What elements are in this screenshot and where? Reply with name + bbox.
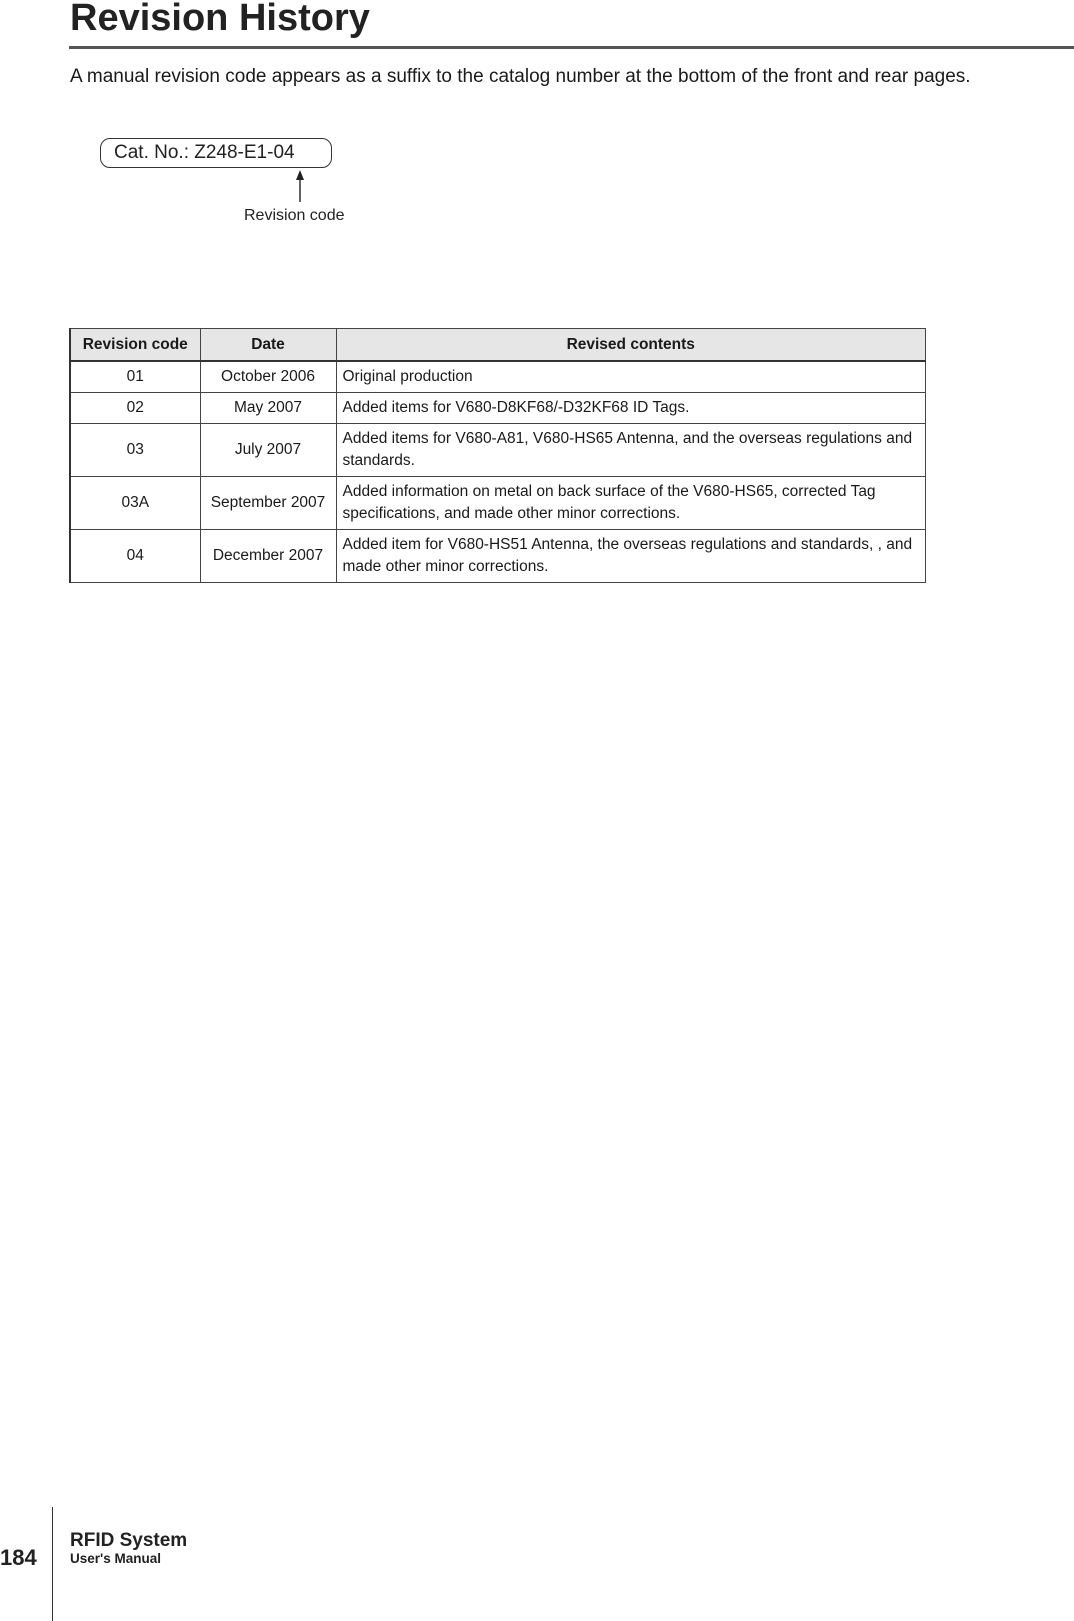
cell-date: December 2007	[200, 530, 336, 583]
cell-revision-code: 02	[70, 393, 200, 424]
table-header-row	[70, 329, 926, 362]
cell-revision-code: 01	[70, 361, 200, 393]
cell-revised-contents: Original production	[336, 361, 926, 393]
header-date: Date	[200, 329, 336, 362]
footer-manual-title: RFID System	[70, 1530, 188, 1551]
table-row	[70, 361, 926, 393]
page-number: 184	[0, 1545, 37, 1570]
table-row	[70, 530, 926, 583]
header-revised-contents: Revised contents	[336, 329, 926, 362]
header-revision-code: Revision code	[70, 329, 200, 362]
cell-revised-contents: Added items for V680-D8KF68/-D32KF68 ID Tags.	[336, 393, 926, 424]
revision-code-caption: Revision code	[244, 207, 345, 224]
cell-date: May 2007	[200, 393, 336, 424]
footer-manual-subtitle: User's Manual	[70, 1551, 161, 1566]
cell-revision-code: 04	[70, 530, 200, 583]
revision-table	[69, 328, 926, 583]
cell-revised-contents: Added items for V680-A81, V680-HS65 Antenna, and the overseas regulations and standards.	[336, 424, 926, 477]
table-row	[70, 424, 926, 477]
table-row	[70, 393, 926, 424]
arrow-up-icon	[290, 170, 310, 206]
cell-revision-code: 03A	[70, 477, 200, 530]
page-title: Revision History	[70, 0, 370, 39]
intro-paragraph: A manual revision code appears as a suffix to the catalog number at the bottom of the front and rear pages.	[70, 66, 971, 87]
cell-date: July 2007	[200, 424, 336, 477]
cell-date: October 2006	[200, 361, 336, 393]
cell-revision-code: 03	[70, 424, 200, 477]
cell-revised-contents: Added item for V680-HS51 Antenna, the overseas regulations and standards, , and made other minor corrections.	[336, 530, 926, 583]
cell-date: September 2007	[200, 477, 336, 530]
catalog-number-label: Cat. No.: Z248-E1-04	[100, 138, 332, 168]
footer-divider	[52, 1507, 53, 1621]
table-row	[70, 477, 926, 530]
cell-revised-contents: Added information on metal on back surface of the V680-HS65, corrected Tag specifications, and made other minor corrections.	[336, 477, 926, 530]
title-underline	[69, 46, 1074, 49]
